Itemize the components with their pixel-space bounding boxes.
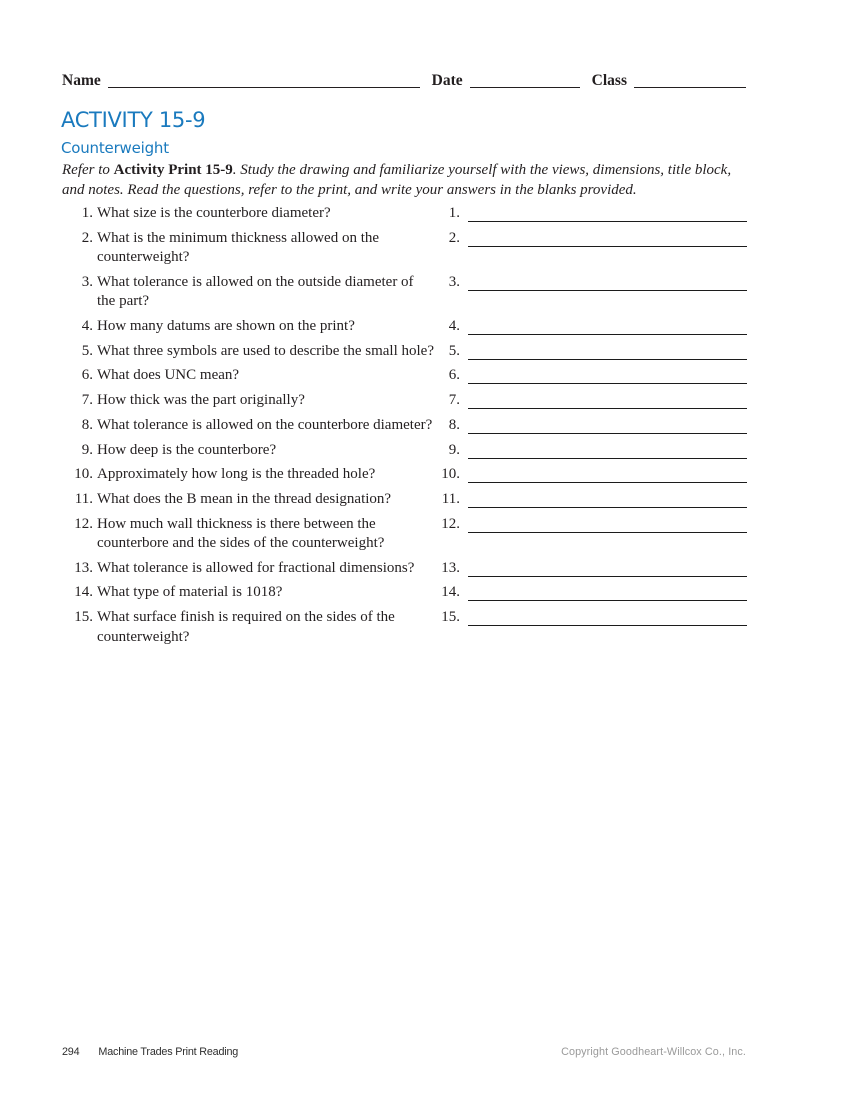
question-number: 3. (81, 273, 93, 290)
intro-line1-prefix: Refer to (62, 162, 114, 178)
answer-blank-line (468, 318, 747, 335)
question-text: What tolerance is allowed for fractional dimensions? (97, 559, 415, 576)
answer-blank-line (468, 274, 747, 291)
answer-blank-line (468, 491, 747, 508)
question-number: 7. (81, 392, 93, 409)
answer-blank-line (468, 417, 747, 434)
footer-left (62, 1046, 238, 1058)
qa-row (62, 490, 747, 510)
page-number: 294 (62, 1046, 80, 1058)
question-text: How thick was the part originally? (97, 392, 305, 409)
question-number: 15. (74, 609, 93, 626)
question-column (62, 608, 434, 647)
class-blank-line (634, 74, 746, 88)
answer-column (434, 490, 747, 510)
question-text: What does UNC mean? (97, 367, 240, 384)
name-label: Name (62, 72, 101, 89)
question-number: 5. (81, 342, 93, 359)
qa-row (62, 608, 747, 647)
answer-blank-line (468, 516, 747, 533)
question-column (62, 465, 434, 485)
answer-number: 5. (448, 342, 460, 359)
answer-number: 12. (441, 515, 460, 532)
answer-blank-line (468, 367, 747, 384)
answer-number: 2. (448, 229, 460, 246)
answer-number: 10. (441, 466, 460, 483)
answer-number: 7. (448, 392, 460, 409)
answer-blank-line (468, 230, 747, 247)
question-text: What type of material is 1018? (97, 584, 283, 601)
answer-column (434, 465, 747, 485)
answer-number: 6. (448, 367, 460, 384)
activity-title: ACTIVITY 15-9 (61, 108, 206, 132)
question-text: What three symbols are used to describe the small hole? (97, 342, 434, 359)
question-column (62, 559, 434, 579)
question-column (62, 342, 434, 362)
answer-blank-line (468, 466, 747, 483)
answer-blank-line (468, 560, 747, 577)
question-column (62, 317, 434, 337)
question-number: 11. (74, 490, 93, 507)
class-label: Class (591, 72, 627, 89)
name-blank-line (108, 74, 420, 88)
date-label: Date (431, 72, 463, 89)
answer-blank-line (468, 609, 747, 626)
question-number: 10. (74, 466, 93, 483)
qa-row (62, 559, 747, 579)
answer-column (434, 342, 747, 362)
qa-row (62, 366, 747, 386)
qa-row (62, 583, 747, 603)
question-column (62, 583, 434, 603)
question-text: What is the minimum thickness allowed on the counterweight? (97, 229, 380, 266)
answer-number: 14. (441, 584, 460, 601)
answer-number: 3. (448, 273, 460, 290)
question-column (62, 366, 434, 386)
answer-column (434, 583, 747, 603)
question-number: 6. (81, 367, 93, 384)
answer-column (434, 273, 747, 293)
qa-row (62, 441, 747, 461)
answer-blank-line (468, 343, 747, 360)
answer-number: 8. (448, 416, 460, 433)
question-text: Approximately how long is the threaded hole? (97, 466, 376, 483)
question-text: What size is the counterbore diameter? (97, 205, 331, 221)
question-number: 12. (74, 515, 93, 532)
question-column (62, 441, 434, 461)
intro-line2: and notes. Read the questions, refer to the print, and write your answers in the blanks provided. (62, 181, 637, 198)
question-column (62, 391, 434, 411)
question-text: What does the B mean in the thread designation? (97, 490, 392, 507)
copyright-notice: Copyright Goodheart-Willcox Co., Inc. (561, 1046, 746, 1058)
answer-column (434, 366, 747, 386)
question-number: 8. (81, 416, 93, 433)
intro-print-reference: Activity Print 15-9 (113, 162, 233, 178)
answer-column (434, 229, 747, 249)
question-text: What tolerance is allowed on the outside diameter of the part? (97, 273, 414, 310)
answer-blank-line (468, 584, 747, 601)
question-text: How much wall thickness is there between the counterbore and the sides of the counterweight? (97, 515, 385, 552)
question-column (62, 416, 434, 436)
activity-subtitle: Counterweight (61, 139, 169, 157)
answer-number: 11. (441, 490, 460, 507)
answer-number: 4. (448, 318, 460, 335)
question-number: 14. (74, 584, 93, 601)
question-column (62, 229, 434, 268)
answer-blank-line (468, 205, 747, 222)
qa-row (62, 515, 747, 554)
answer-blank-line (468, 392, 747, 409)
qa-row (62, 416, 747, 436)
intro-line1-rest: . Study the drawing and familiarize yourself with the views, dimensions, title block, (232, 162, 732, 178)
question-text: What tolerance is allowed on the counterbore diameter? (97, 416, 433, 433)
question-number: 4. (81, 318, 93, 335)
qa-row (62, 229, 747, 268)
question-column (62, 204, 434, 224)
answer-number: 9. (448, 441, 460, 458)
question-number: 2. (81, 229, 93, 246)
answer-column (434, 608, 747, 628)
answer-blank-line (468, 442, 747, 459)
question-column (62, 273, 434, 312)
answer-column (434, 441, 747, 461)
qa-row (62, 204, 747, 224)
answer-column (434, 515, 747, 535)
answer-column (434, 559, 747, 579)
question-number: 1. (81, 205, 93, 221)
question-number: 13. (74, 559, 93, 576)
answer-column (434, 391, 747, 411)
qa-row (62, 317, 747, 337)
instructions-paragraph (62, 161, 802, 201)
student-info-header (62, 71, 746, 90)
qa-row (62, 465, 747, 485)
answer-number: 1. (448, 205, 460, 221)
qa-row (62, 342, 747, 362)
question-text: How deep is the counterbore? (97, 441, 277, 458)
answer-column (434, 204, 747, 224)
answer-column (434, 317, 747, 337)
question-text: What surface finish is required on the sides of the counterweight? (97, 609, 395, 645)
question-column (62, 490, 434, 510)
question-number: 9. (81, 441, 93, 458)
page-footer (62, 1046, 746, 1058)
answer-number: 15. (441, 609, 460, 626)
qa-row (62, 273, 747, 312)
question-text: How many datums are shown on the print? (97, 318, 355, 335)
book-title: Machine Trades Print Reading (98, 1046, 239, 1058)
answer-column (434, 416, 747, 436)
question-column (62, 515, 434, 554)
answer-number: 13. (441, 559, 460, 576)
question-answer-list (62, 204, 747, 652)
date-blank-line (470, 74, 580, 88)
qa-row (62, 391, 747, 411)
